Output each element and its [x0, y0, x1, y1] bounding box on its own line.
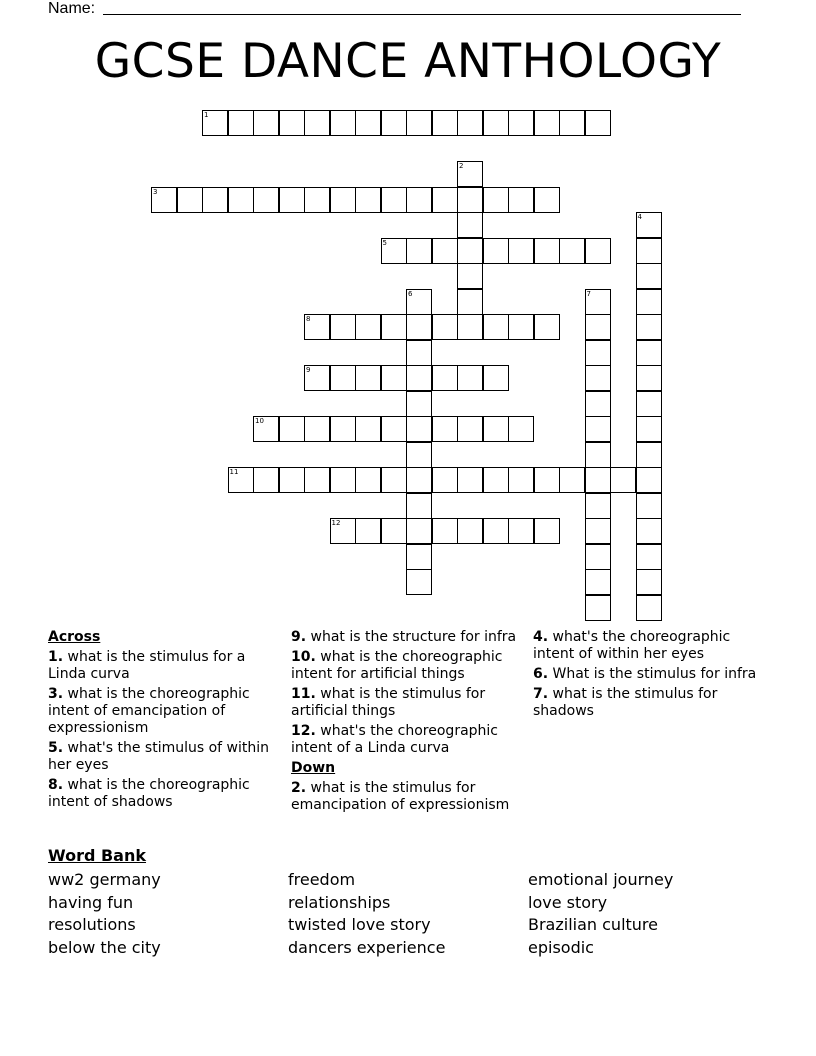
grid-cell[interactable]: [508, 238, 534, 264]
word-bank-item: relationships: [288, 892, 391, 912]
grid-cell[interactable]: [279, 187, 305, 213]
grid-cell[interactable]: [279, 110, 305, 136]
clue-number-label: 7.: [533, 686, 549, 702]
clue-number: 4: [637, 213, 642, 221]
grid-cell[interactable]: [636, 365, 662, 391]
clue-number-label: 6.: [533, 666, 549, 682]
word-bank-item: freedom: [288, 870, 356, 889]
clue-text: What is the stimulus for infra: [548, 666, 757, 682]
grid-cell[interactable]: [304, 467, 330, 493]
grid-cell[interactable]: [457, 416, 483, 442]
grid-cell[interactable]: [202, 110, 228, 136]
grid-cell[interactable]: [585, 110, 611, 136]
grid-cell[interactable]: [457, 314, 483, 340]
grid-cell[interactable]: [330, 518, 356, 544]
grid-cell[interactable]: [636, 544, 662, 570]
grid-cell[interactable]: [304, 187, 330, 213]
grid-cell[interactable]: [636, 595, 662, 621]
clue-text: what is the stimulus for artificial things: [291, 686, 486, 719]
clue-number: 9: [306, 366, 311, 374]
grid-cell[interactable]: [381, 416, 407, 442]
grid-cell[interactable]: [253, 467, 279, 493]
grid-cell[interactable]: [534, 518, 560, 544]
clue-item: [48, 649, 283, 683]
clue-item: [533, 666, 768, 683]
word-bank-item: twisted love story: [288, 915, 431, 935]
clue-number-label: 12.: [291, 723, 316, 739]
grid-cell[interactable]: [483, 518, 509, 544]
grid-cell[interactable]: [381, 110, 407, 136]
grid-cell[interactable]: [508, 416, 534, 442]
grid-cell[interactable]: [585, 416, 611, 442]
grid-cell[interactable]: [636, 569, 662, 595]
grid-cell[interactable]: [457, 187, 483, 213]
grid-cell[interactable]: [585, 544, 611, 570]
clue-number-label: 2.: [291, 780, 307, 796]
grid-cell[interactable]: [432, 467, 458, 493]
grid-cell[interactable]: [585, 365, 611, 391]
grid-cell[interactable]: [585, 289, 611, 315]
grid-cell[interactable]: [355, 365, 381, 391]
clue-number: 6: [408, 289, 413, 298]
grid-cell[interactable]: [585, 442, 611, 468]
grid-cell[interactable]: [432, 518, 458, 544]
grid-cell[interactable]: [151, 187, 177, 213]
grid-cell[interactable]: [330, 467, 356, 493]
clue-number-label: 4.: [533, 629, 549, 645]
grid-cell[interactable]: [432, 187, 458, 213]
grid-cell[interactable]: [636, 263, 662, 289]
word-bank-item: below the city: [48, 937, 161, 957]
grid-cell[interactable]: [406, 518, 432, 544]
word-bank-heading: Word Bank: [48, 846, 147, 865]
grid-cell[interactable]: [253, 110, 279, 136]
grid-cell[interactable]: [610, 467, 636, 493]
grid-cell[interactable]: [636, 212, 662, 238]
grid-cell[interactable]: [228, 110, 254, 136]
clue-number: 8: [306, 315, 311, 323]
grid-cell[interactable]: [406, 289, 432, 315]
clue-number-label: 10.: [291, 649, 316, 665]
clues-column-2: [291, 629, 526, 817]
grid-cell[interactable]: [355, 187, 381, 213]
grid-cell[interactable]: [330, 314, 356, 340]
grid-cell[interactable]: [253, 416, 279, 442]
grid-cell[interactable]: [534, 110, 560, 136]
grid-cell[interactable]: [406, 467, 432, 493]
grid-cell[interactable]: [457, 365, 483, 391]
word-bank-item: love story: [528, 892, 608, 912]
grid-cell[interactable]: [585, 569, 611, 595]
grid-cell[interactable]: [636, 518, 662, 544]
grid-cell[interactable]: [279, 467, 305, 493]
word-bank-item: episodic: [528, 937, 594, 957]
clue-item: [291, 686, 526, 720]
grid-cell[interactable]: [559, 110, 585, 136]
grid-cell[interactable]: [483, 110, 509, 136]
grid-cell[interactable]: [636, 493, 662, 519]
grid-cell[interactable]: [636, 442, 662, 468]
grid-cell[interactable]: [253, 187, 279, 213]
grid-cell[interactable]: [636, 416, 662, 442]
clue-item: [48, 777, 283, 811]
clue-number-label: 11.: [291, 686, 316, 702]
word-bank-column-3: [528, 869, 673, 959]
grid-cell[interactable]: [585, 595, 611, 621]
word-bank-item: ww2 germany: [48, 870, 161, 889]
clue-number: 5: [382, 238, 387, 247]
clue-number-label: 1.: [48, 649, 64, 665]
grid-cell[interactable]: [432, 416, 458, 442]
grid-cell[interactable]: [457, 289, 483, 315]
grid-cell[interactable]: [330, 365, 356, 391]
grid-cell[interactable]: [457, 212, 483, 238]
clue-item: [291, 649, 526, 683]
clue-number: 2: [459, 162, 464, 170]
clue-text: what's the stimulus of within her eyes: [48, 740, 270, 773]
grid-cell[interactable]: [534, 238, 560, 264]
down-heading: Down: [291, 760, 336, 776]
grid-cell[interactable]: [534, 314, 560, 340]
clue-number: 11: [229, 468, 239, 476]
grid-cell[interactable]: [381, 518, 407, 544]
grid-cell[interactable]: [636, 314, 662, 340]
grid-cell[interactable]: [202, 187, 228, 213]
grid-cell[interactable]: [432, 238, 458, 264]
grid-cell[interactable]: [304, 365, 330, 391]
grid-cell[interactable]: [355, 314, 381, 340]
grid-cell[interactable]: [457, 263, 483, 289]
clue-text: what's the choreographic intent of within her eyes: [533, 629, 731, 662]
grid-cell[interactable]: [228, 467, 254, 493]
clue-text: what is the choreographic intent for artificial things: [291, 649, 503, 682]
grid-cell[interactable]: [406, 493, 432, 519]
grid-cell[interactable]: [406, 569, 432, 595]
clue-item: [533, 629, 768, 663]
grid-cell[interactable]: [457, 518, 483, 544]
word-bank-item: resolutions: [48, 915, 136, 935]
clue-text: what is the stimulus for shadows: [533, 686, 718, 719]
clue-text: what is the structure for infra: [306, 629, 517, 645]
word-bank-item: having fun: [48, 892, 134, 912]
grid-cell[interactable]: [534, 187, 560, 213]
grid-cell[interactable]: [636, 340, 662, 366]
clue-number-label: 8.: [48, 777, 64, 793]
grid-cell[interactable]: [406, 314, 432, 340]
grid-cell[interactable]: [636, 467, 662, 493]
grid-cell[interactable]: [585, 391, 611, 417]
word-bank-item: Brazilian culture: [528, 915, 658, 935]
grid-cell[interactable]: [355, 467, 381, 493]
grid-cell[interactable]: [355, 416, 381, 442]
grid-cell[interactable]: [636, 391, 662, 417]
clue-number: 10: [255, 417, 264, 425]
across-heading: Across: [48, 629, 101, 645]
name-label: Name:: [48, 0, 96, 17]
grid-cell[interactable]: [355, 110, 381, 136]
grid-cell[interactable]: [406, 442, 432, 468]
clues-column-1: [48, 629, 283, 814]
grid-cell[interactable]: [457, 161, 483, 187]
grid-cell[interactable]: [508, 518, 534, 544]
grid-cell[interactable]: [534, 467, 560, 493]
word-bank-item: dancers experience: [288, 937, 446, 957]
grid-cell[interactable]: [585, 518, 611, 544]
grid-cell[interactable]: [177, 187, 203, 213]
grid-cell[interactable]: [559, 238, 585, 264]
grid-cell[interactable]: [483, 467, 509, 493]
clue-number-label: 5.: [48, 740, 64, 756]
grid-cell[interactable]: [508, 314, 534, 340]
grid-cell[interactable]: [330, 416, 356, 442]
grid-cell[interactable]: [483, 314, 509, 340]
word-bank-item: emotional journey: [528, 870, 674, 889]
word-bank-column-1: [48, 869, 161, 959]
clue-item: [48, 740, 283, 774]
grid-cell[interactable]: [585, 493, 611, 519]
grid-cell[interactable]: [483, 365, 509, 391]
clue-text: what is the choreographic intent of emancipation of expressionism: [48, 686, 250, 736]
clue-number-label: 9.: [291, 629, 307, 645]
grid-cell[interactable]: [406, 416, 432, 442]
clue-item: [291, 780, 526, 814]
grid-cell[interactable]: [406, 187, 432, 213]
grid-cell[interactable]: [228, 187, 254, 213]
clue-item: [291, 629, 526, 646]
grid-cell[interactable]: [304, 314, 330, 340]
grid-cell[interactable]: [406, 365, 432, 391]
grid-cell[interactable]: [457, 110, 483, 136]
grid-cell[interactable]: [508, 187, 534, 213]
clue-number: 12: [331, 519, 341, 527]
grid-cell[interactable]: [585, 467, 611, 493]
grid-cell[interactable]: [304, 110, 330, 136]
clue-text: what is the choreographic intent of shadows: [48, 777, 250, 810]
page-title: GCSE DANCE ANTHOLOGY: [94, 34, 722, 89]
clue-text: what is the stimulus for a Linda curva: [48, 649, 246, 682]
grid-cell[interactable]: [406, 391, 432, 417]
grid-cell[interactable]: [585, 314, 611, 340]
grid-cell[interactable]: [432, 365, 458, 391]
grid-cell[interactable]: [432, 314, 458, 340]
clue-item: [533, 686, 768, 720]
grid-cell[interactable]: [330, 110, 356, 136]
grid-cell[interactable]: [432, 110, 458, 136]
grid-cell[interactable]: [457, 467, 483, 493]
grid-cell[interactable]: [559, 467, 585, 493]
grid-cell[interactable]: [381, 238, 407, 264]
grid-cell[interactable]: [508, 467, 534, 493]
grid-cell[interactable]: [636, 289, 662, 315]
clue-number: 1: [204, 111, 209, 119]
clues-column-3: [533, 629, 768, 723]
clue-number-label: 3.: [48, 686, 64, 702]
grid-cell[interactable]: [406, 340, 432, 366]
grid-cell[interactable]: [381, 314, 407, 340]
clue-item: [291, 723, 526, 757]
grid-cell[interactable]: [381, 365, 407, 391]
grid-cell[interactable]: [483, 416, 509, 442]
clue-text: what's the choreographic intent of a Linda curva: [291, 723, 499, 756]
grid-cell[interactable]: [585, 340, 611, 366]
grid-cell[interactable]: [381, 467, 407, 493]
grid-cell[interactable]: [483, 238, 509, 264]
word-bank-column-2: [288, 869, 445, 959]
clue-text: what is the stimulus for emancipation of expressionism: [291, 780, 510, 813]
grid-cell[interactable]: [406, 544, 432, 570]
grid-cell[interactable]: [483, 187, 509, 213]
grid-cell[interactable]: [279, 416, 305, 442]
grid-cell[interactable]: [457, 238, 483, 264]
clue-item: [48, 686, 283, 737]
grid-cell[interactable]: [406, 110, 432, 136]
grid-cell[interactable]: [508, 110, 534, 136]
grid-cell[interactable]: [304, 416, 330, 442]
clue-number: 7: [586, 289, 591, 298]
grid-cell[interactable]: [330, 187, 356, 213]
grid-cell[interactable]: [381, 187, 407, 213]
grid-cell[interactable]: [355, 518, 381, 544]
grid-cell[interactable]: [406, 238, 432, 264]
grid-cell[interactable]: [636, 238, 662, 264]
grid-cell[interactable]: [585, 238, 611, 264]
clue-number: 3: [153, 187, 158, 196]
